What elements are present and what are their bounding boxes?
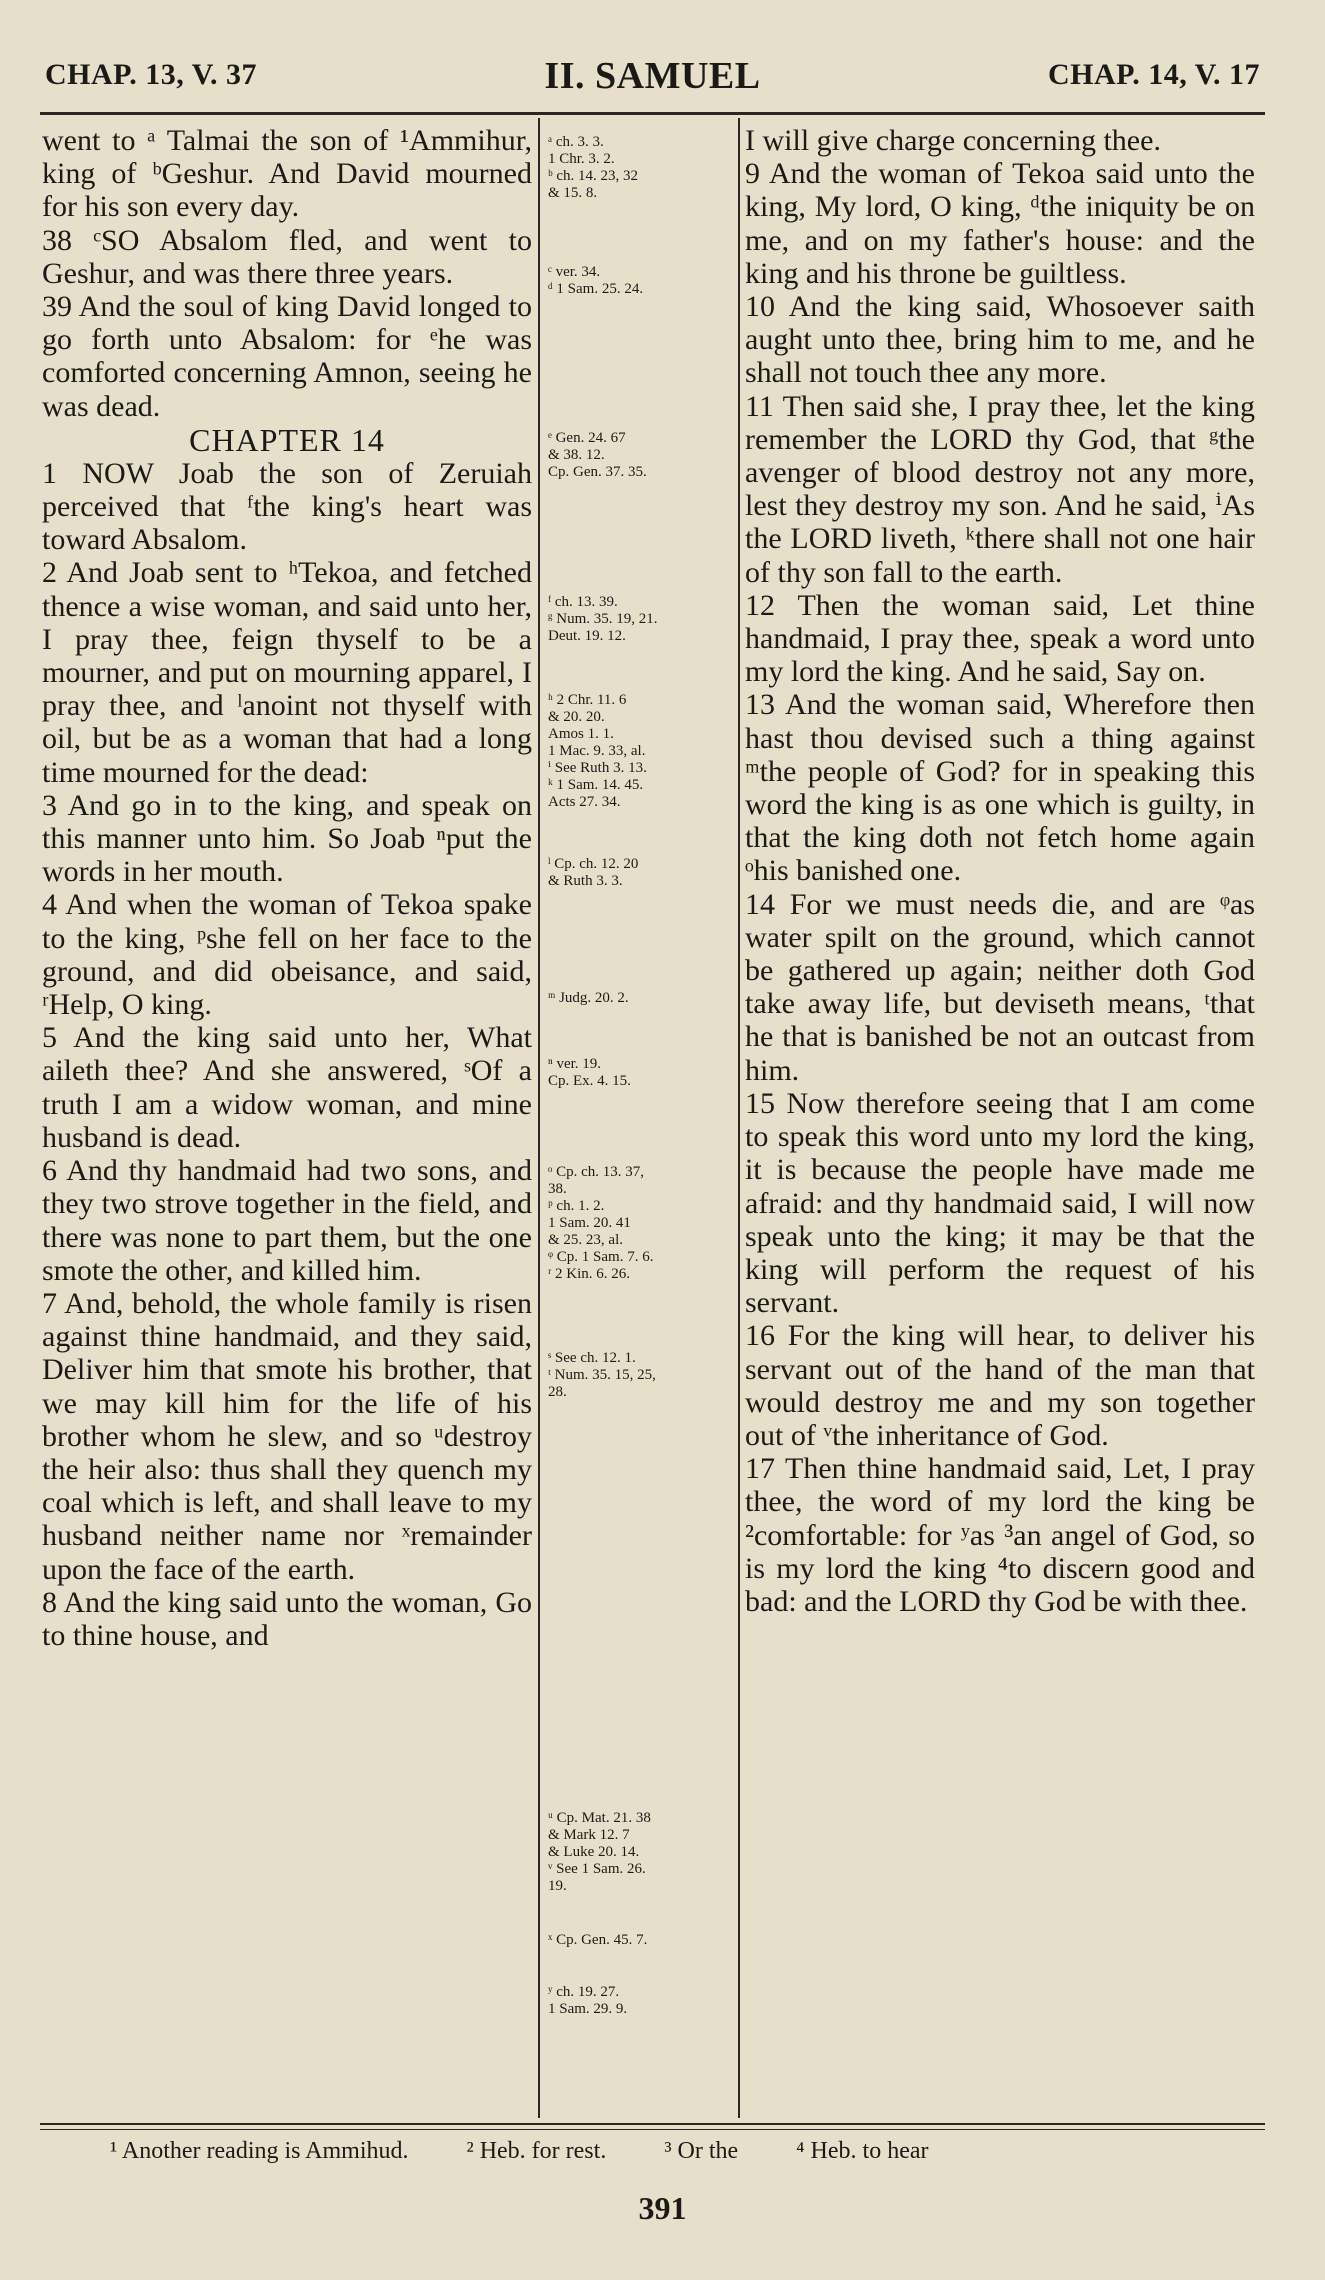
verse-text: 8 And the king said unto the woman, Go to thine house, and: [42, 1585, 532, 1652]
verse-text: 11 Then said she, I pray thee, let the king remember the LORD thy God, that ᵍthe avenger of blood destroy not any more, lest they destroy my son. And he said, ⁱAs the LORD liveth, ᵏthere shall not one hair of thy son fall to the earth.: [745, 389, 1255, 589]
cross-reference: ˢ See ch. 12. 1. ᵗ Num. 35. 15, 25, 28.: [548, 1350, 656, 1400]
verse-text: 1 NOW Joab the son of Zeruiah perceived that ᶠthe king's heart was toward Absalom.: [42, 456, 532, 557]
cross-reference: ˡ Cp. ch. 12. 20 & Ruth 3. 3.: [548, 856, 639, 889]
chapter-heading: CHAPTER 14: [189, 421, 385, 458]
cross-reference: ᵐ Judg. 20. 2.: [548, 990, 629, 1006]
verse-text: went to ᵃ Talmai the son of ¹Ammihur, king of ᵇGeshur. And David mourned for his son every day.: [42, 124, 532, 224]
cross-reference: ᶜ ver. 34. ᵈ 1 Sam. 25. 24.: [548, 264, 644, 297]
running-head-right: CHAP. 14, V. 17: [1048, 58, 1260, 91]
verse-text: 4 And when the woman of Tekoa spake to the king, ᵖshe fell on her face to the ground, and did obeisance, and said, ʳHelp, O king.: [42, 888, 532, 1022]
cross-reference: ʸ ch. 19. 27. 1 Sam. 29. 9.: [548, 1984, 628, 2017]
text-column-left: [42, 124, 532, 1652]
footnote: ¹ Another reading is Ammihud.: [110, 2138, 409, 2164]
verse-text: 15 Now therefore seeing that I am come to speak this word unto my lord the king, it is because the people have made me afraid: and thy handmaid said, I will now speak unto the king; it may be that the king will perform the request of his servant.: [745, 1086, 1255, 1320]
footnote: ³ Or the: [664, 2138, 739, 2164]
cross-reference: ᵘ Cp. Mat. 21. 38 & Mark 12. 7 & Luke 20. 14. ᵛ See 1 Sam. 26. 19.: [548, 1810, 651, 1894]
cross-reference: ʰ 2 Chr. 11. 6 & 20. 20. Amos 1. 1. 1 Mac. 9. 33, al. ⁱ See Ruth 3. 13. ᵏ 1 Sam. 14. 45. Acts 27. 34.: [548, 692, 647, 810]
verse-text: 3 And go in to the king, and speak on this manner unto him. So Joab ⁿput the words in her mouth.: [42, 788, 532, 889]
footnotes: [110, 2138, 1210, 2165]
verse-text: 16 For the king will hear, to deliver his servant out of the hand of the man that would destroy me and my son together out of ᵛthe inheritance of God.: [745, 1319, 1255, 1452]
verse-text: 6 And thy handmaid had two sons, and they two strove together in the field, and there was none to part them, but the one smote the other, and killed him.: [42, 1154, 532, 1287]
cross-reference: ᶠ ch. 13. 39. ᵍ Num. 35. 19, 21. Deut. 19. 12.: [548, 594, 658, 644]
cross-reference: ⁿ ver. 19. Cp. Ex. 4. 15.: [548, 1056, 631, 1089]
verse-text: 14 For we must needs die, and are ᵠas water spilt on the ground, which cannot be gathered up again; neither doth God take away life, but deviseth means, ᵗthat he that is banished be not an outcast from him.: [745, 887, 1255, 1087]
verse-text: 9 And the woman of Tekoa said unto the king, My lord, O king, ᵈthe iniquity be on me, and on my father's house: and the king and his throne be guiltless.: [745, 157, 1255, 290]
footnote: ² Heb. for rest.: [466, 2138, 607, 2164]
cross-reference: ˣ Cp. Gen. 45. 7.: [548, 1932, 648, 1948]
column-divider-right: [738, 118, 740, 2118]
verse-text: I will give charge concerning thee.: [745, 124, 1161, 157]
verse-text: 7 And, behold, the whole family is risen against thine handmaid, and they said, Deliver him that smote his brother, that we may kill him for the life of his brother whom he slew, and so ᵘdestroy the heir also: thus shall they quench my coal which is left, and shall leave to my husband neither name nor ˣremainder upon the face of the earth.: [42, 1286, 532, 1586]
running-head-left: CHAP. 13, V. 37: [45, 58, 257, 91]
cross-reference: ᵃ ch. 3. 3. 1 Chr. 3. 2. ᵇ ch. 14. 23, 32 & 15. 8.: [548, 134, 639, 201]
running-head: [45, 52, 1260, 112]
verse-text: 39 And the soul of king David longed to go forth unto Absalom: for ᵉhe was comforted concerning Amnon, seeing he was dead.: [42, 290, 532, 423]
verse-text: 38 ᶜSO Absalom fled, and went to Geshur, and was there three years.: [42, 223, 532, 290]
footnote-rule-thin: [40, 2129, 1265, 2130]
cross-reference: ᵉ Gen. 24. 67 & 38. 12. Cp. Gen. 37. 35.: [548, 430, 647, 480]
column-divider-left: [538, 118, 540, 2118]
footnote: ⁴ Heb. to hear: [796, 2138, 929, 2164]
running-head-book-title: II. SAMUEL: [544, 55, 761, 97]
page-number: 391: [638, 2190, 687, 2226]
cross-reference: ᵒ Cp. ch. 13. 37, 38. ᵖ ch. 1. 2. 1 Sam. 20. 41 & 25. 23, al. ᵠ Cp. 1 Sam. 7. 6. ʳ 2 Kin. 6. 26.: [548, 1164, 654, 1282]
verse-text: 10 And the king said, Whosoever saith aught unto thee, bring him to me, and he shall not touch thee any more.: [745, 290, 1255, 390]
verse-text: 13 And the woman said, Wherefore then hast thou devised such a thing against ᵐthe people of God? for in speaking this word the king is as one which is guilty, in that the king doth not fetch home again ᵒhis banished one.: [745, 688, 1255, 888]
verse-text: 2 And Joab sent to ʰTekoa, and fetched thence a wise woman, and said unto her, I pray thee, feign thyself to be a mourner, and put on mourning apparel, I pray thee, and ˡanoint not thyself with oil, but be as a woman that had a long time mourned for the dead:: [42, 556, 532, 789]
text-column-right: [745, 124, 1255, 1618]
verse-text: 12 Then the woman said, Let thine handmaid, I pray thee, speak a word unto my lord the king. And he said, Say on.: [745, 588, 1255, 689]
verse-text: 17 Then thine handmaid said, Let, I pray thee, the word of my lord the king be ²comfortable: for ʸas ³an angel of God, so is my lord the king ⁴to discern good and bad: and the LORD thy God be with thee.: [745, 1452, 1255, 1618]
header-rule: [40, 112, 1265, 115]
footnote-rule: [40, 2123, 1265, 2125]
verse-text: 5 And the king said unto her, What aileth thee? And she answered, ˢOf a truth I am a widow woman, and mine husband is dead.: [42, 1021, 532, 1154]
